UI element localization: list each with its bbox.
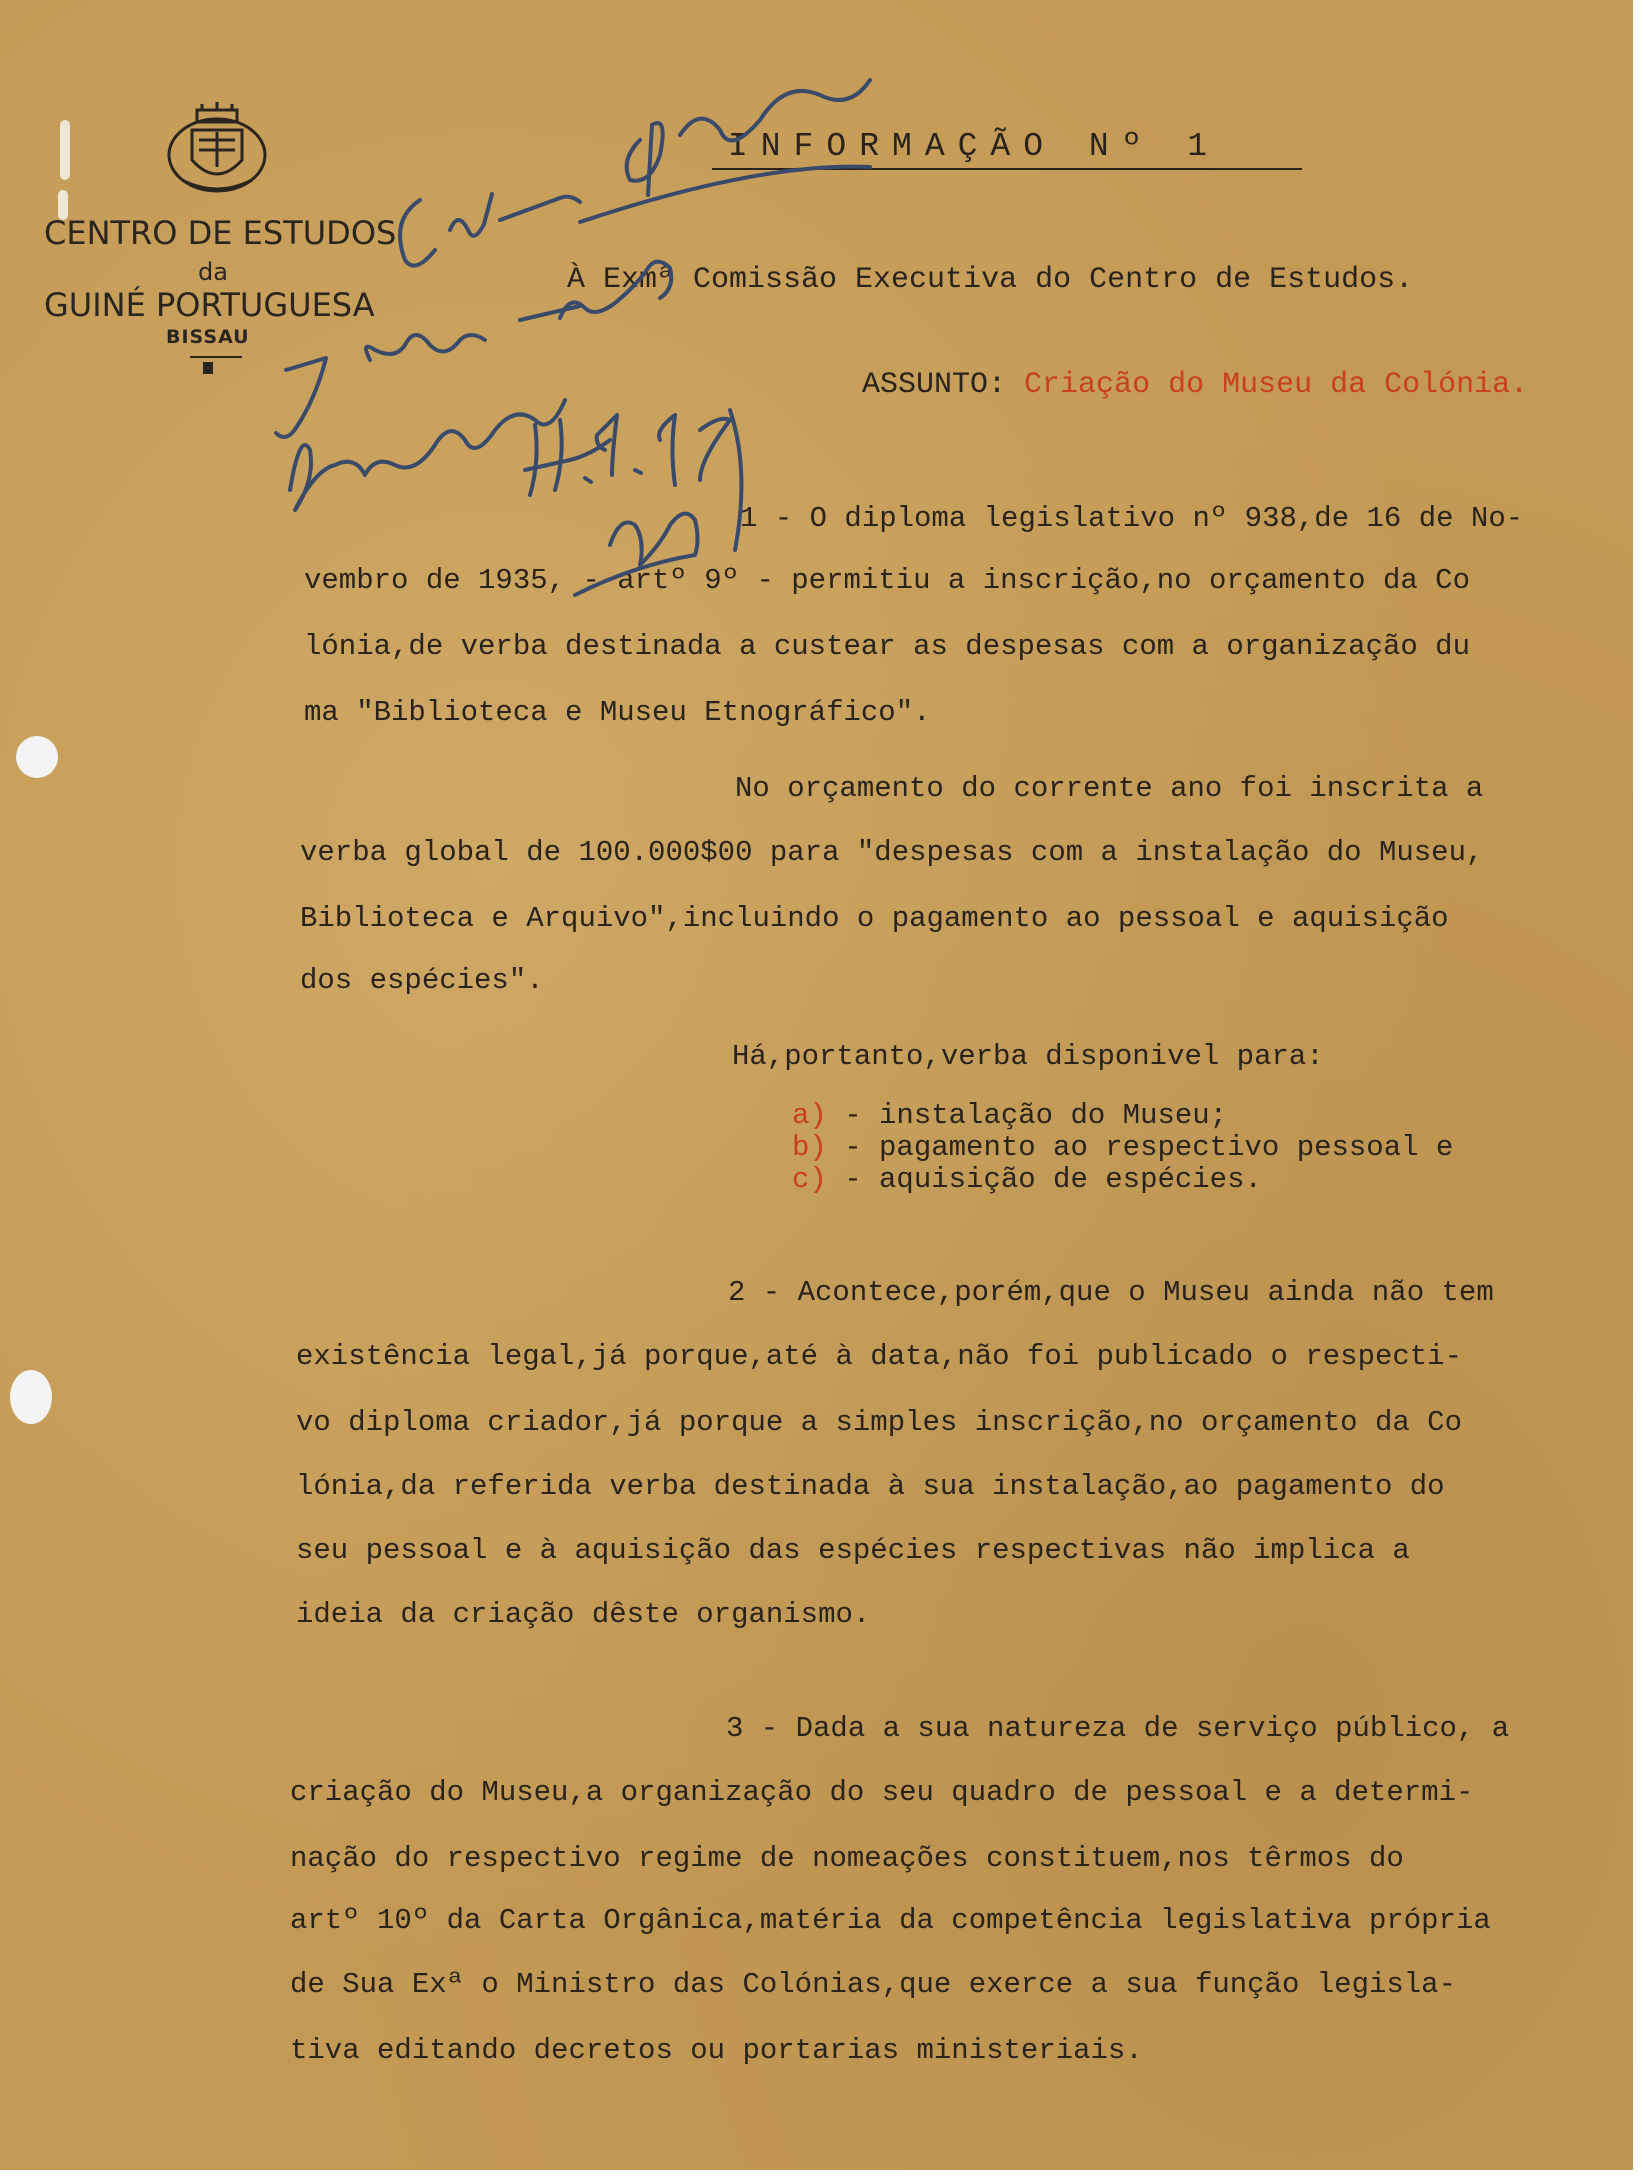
list-text: - pagamento ao respectivo pessoal e: [826, 1131, 1454, 1164]
body-line: lónia,da referida verba destinada à sua instalação,ao pagamento do: [296, 1470, 1445, 1503]
letterhead-line-4: BISSAU: [166, 326, 250, 348]
letterhead-divider: [190, 356, 242, 358]
body-line: No orçamento do corrente ano foi inscrita a: [735, 772, 1484, 805]
body-line: verba global de 100.000$00 para "despesas com a instalação do Museu,: [300, 836, 1484, 869]
body-line: Há,portanto,verba disponivel para:: [732, 1040, 1324, 1073]
body-line: dos espécies".: [300, 964, 544, 997]
body-line: vembro de 1935, - artº 9º - permitiu a inscrição,no orçamento da Co: [304, 564, 1470, 597]
body-line: 1 - O diploma legislativo nº 938,de 16 de No-: [740, 502, 1524, 535]
list-text: - instalação do Museu;: [826, 1099, 1228, 1132]
body-line: existência legal,já porque,até à data,não foi publicado o respecti-: [296, 1340, 1462, 1373]
body-line: artº 10º da Carta Orgânica,matéria da competência legislativa própria: [290, 1904, 1491, 1937]
body-line: nação do respectivo regime de nomeações constituem,nos têrmos do: [290, 1842, 1404, 1875]
coat-of-arms-icon: [162, 100, 272, 200]
addressee: À Exmª Comissão Executiva do Centro de Estudos.: [567, 263, 1414, 297]
subject-text: Criação do Museu da Colónia.: [1024, 368, 1529, 402]
list-item: [792, 1132, 1453, 1164]
body-line: 3 - Dada a sua natureza de serviço público, a: [726, 1712, 1510, 1745]
body-line: lónia,de verba destinada a custear as despesas com a organização du: [304, 630, 1470, 663]
punch-hole: [16, 736, 58, 778]
list-item: [792, 1164, 1262, 1196]
body-line: tiva editando decretos ou portarias ministeriais.: [290, 2034, 1143, 2067]
list-letter: b): [792, 1131, 827, 1164]
subject-label: ASSUNTO:: [862, 368, 1007, 402]
body-line: ma "Biblioteca e Museu Etnográfico".: [304, 696, 931, 729]
body-line: seu pessoal e à aquisição das espécies respectivas não implica a: [296, 1534, 1410, 1567]
torn-edge: [60, 120, 70, 180]
document-title: INFORMAÇÃO Nº 1: [728, 128, 1221, 165]
list-letter: c): [792, 1163, 827, 1196]
list-text: - aquisição de espécies.: [826, 1163, 1262, 1196]
letterhead-line-1: CENTRO DE ESTUDOS: [44, 214, 397, 252]
title-underline: [712, 168, 1302, 170]
letterhead-line-2: da: [198, 258, 228, 286]
letterhead-line-3: GUINÉ PORTUGUESA: [44, 286, 375, 324]
body-line: Biblioteca e Arquivo",incluindo o pagamento ao pessoal e aquisição: [300, 902, 1449, 935]
body-line: criação do Museu,a organização do seu quadro de pessoal e a determi-: [290, 1776, 1474, 1809]
body-line: de Sua Exª o Ministro das Colónias,que exerce a sua função legisla-: [290, 1968, 1456, 2001]
punch-hole: [10, 1370, 52, 1424]
list-item: [792, 1100, 1227, 1132]
body-line: vo diploma criador,já porque a simples inscrição,no orçamento da Co: [296, 1406, 1462, 1439]
body-line: 2 - Acontece,porém,que o Museu ainda não tem: [728, 1276, 1494, 1309]
letterhead-mark: [203, 362, 213, 374]
list-letter: a): [792, 1099, 827, 1132]
subject-line: [862, 368, 1528, 402]
body-line: ideia da criação dêste organismo.: [296, 1598, 871, 1631]
